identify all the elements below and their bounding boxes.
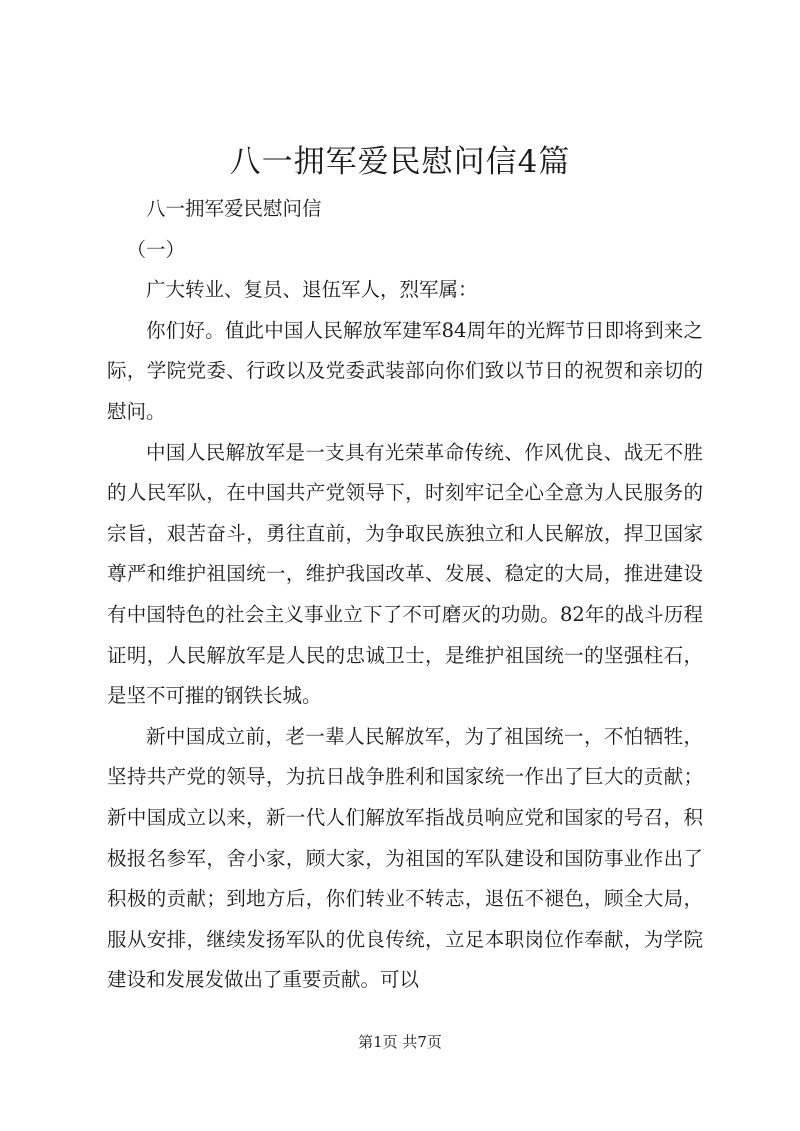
salutation: 广大转业、复员、退伍军人，烈军属： xyxy=(146,278,478,302)
page-footer: 第1页 共7页 xyxy=(358,1033,442,1051)
document-body xyxy=(107,189,703,1001)
paragraph-history: 新中国成立前，老一辈人民解放军，为了祖国统一，不怕牺牲，坚持共产党的领导，为抗日战争胜利和国家统一作出了巨大的贡献；新中国成立以来，新一代人们解放军指战员响应党和国家的号召，积极报名参军，舍小家，顾大家，为祖国的军队建设和国防事业作出了积极的贡献；到地方后，你们转业不转志，退伍不褪色，顾全大局，服从安排，继续发扬军队的优良传统，立足本职岗位作奉献，为学院建设和发展发做出了重要贡献。可以 xyxy=(107,724,703,992)
document-title: 八一拥军爱民慰问信4篇 xyxy=(229,144,571,180)
subtitle: 八一拥军爱民慰问信 xyxy=(146,197,322,220)
paragraph-greeting: 你们好。值此中国人民解放军建军84周年的光辉节日即将到来之际，学院党委、行政以及党委武装部向你们致以节日的祝贺和亲切的慰问。 xyxy=(107,318,703,423)
paragraph-army-description: 中国人民解放军是一支具有光荣革命传统、作风优良、战无不胜的人民军队，在中国共产党领导下，时刻牢记全心全意为人民服务的宗旨，艰苦奋斗，勇往直前，为争取民族独立和人民解放，捍卫国家尊严和维护祖国统一，维护我国改革、发展、稳定的大局，推进建设有中国特色的社会主义事业立下了不可磨灭的功勋。82年的战斗历程证明，人民解放军是人民的忠诚卫士，是维护祖国统一的坚强柱石，是坚不可摧的钢铁长城。 xyxy=(107,440,703,708)
section-marker: （一） xyxy=(126,237,186,261)
